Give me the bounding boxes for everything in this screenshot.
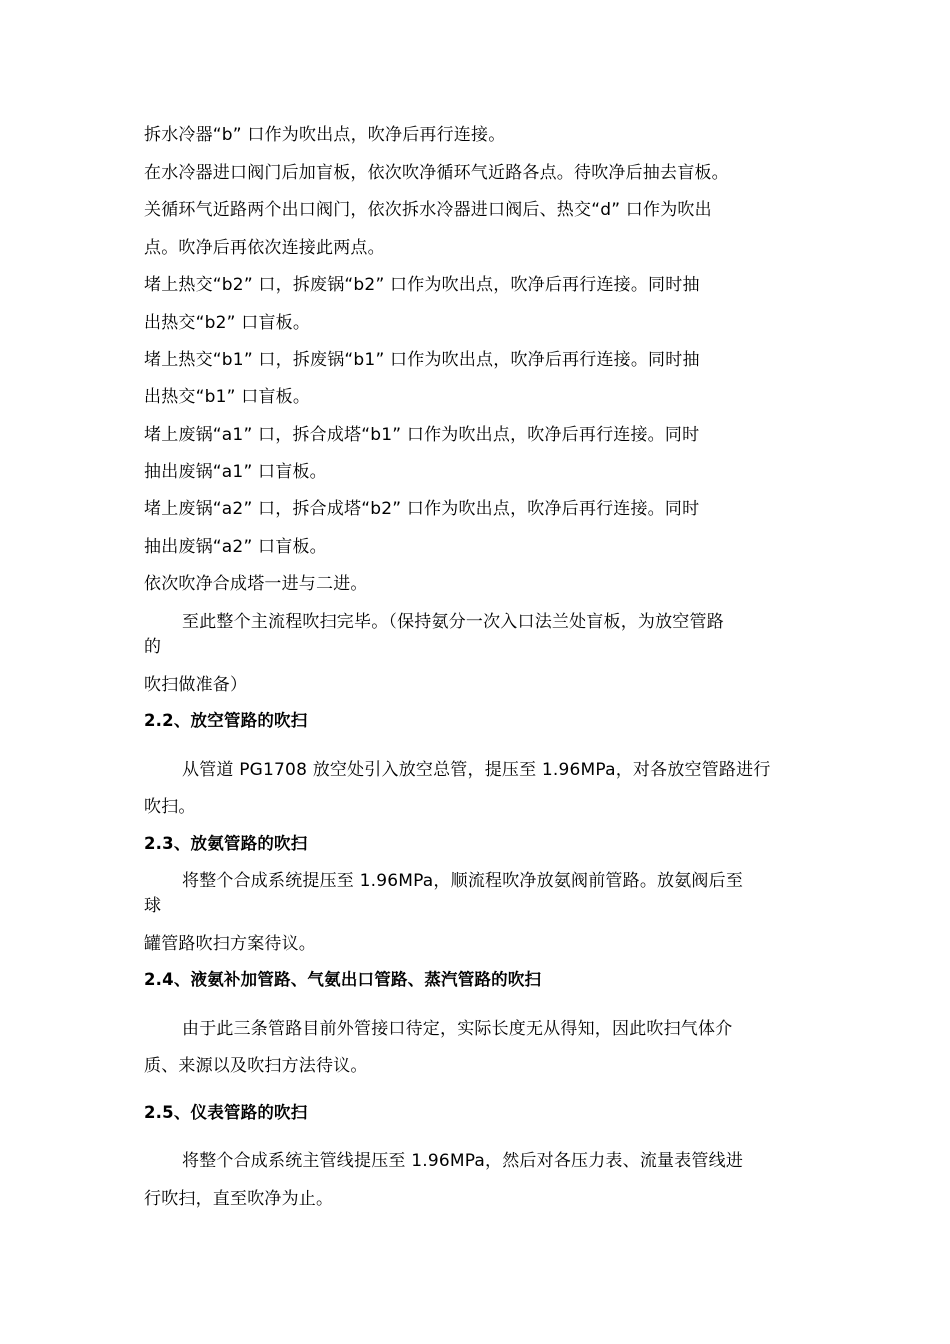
section-heading: 2.2、放空管路的吹扫 — [144, 711, 308, 730]
paragraph-line: 依次吹净合成塔一进与二进。 — [144, 574, 368, 594]
section-heading: 2.5、仪表管路的吹扫 — [144, 1103, 308, 1122]
paragraph-line: 堵上热交“b2” 口，拆废锅“b2” 口作为吹出点，吹净后再行连接。同时抽 — [144, 275, 700, 295]
paragraph-line: 堵上热交“b1” 口，拆废锅“b1” 口作为吹出点，吹净后再行连接。同时抽 — [144, 350, 700, 370]
paragraph-line: 拆水冷器“b” 口作为吹出点，吹净后再行连接。 — [144, 125, 506, 145]
paragraph-line: 出热交“b1” 口盲板。 — [144, 387, 311, 407]
paragraph-line: 堵上废锅“a1” 口，拆合成塔“b1” 口作为吹出点，吹净后再行连接。同时 — [144, 425, 700, 445]
paragraph-line: 吹扫做准备） — [144, 675, 248, 695]
paragraph-line: 从管道 PG1708 放空处引入放空总管，提压至 1.96MPa，对各放空管路进行 — [182, 760, 771, 780]
paragraph-line: 将整个合成系统主管线提压至 1.96MPa，然后对各压力表、流量表管线进 — [182, 1151, 744, 1171]
section-heading: 2.4、液氨补加管路、气氨出口管路、蒸汽管路的吹扫 — [144, 970, 542, 989]
paragraph-line: 罐管路吹扫方案待议。 — [144, 934, 316, 954]
paragraph-line: 的 — [144, 637, 162, 657]
paragraph-line: 关循环气近路两个出口阀门，依次拆水冷器进口阀后、热交“d” 口作为吹出 — [144, 200, 712, 220]
paragraph-line: 抽出废锅“a1” 口盲板。 — [144, 462, 327, 482]
paragraph-line: 质、来源以及吹扫方法待议。 — [144, 1056, 368, 1076]
paragraph-line: 行吹扫，直至吹净为止。 — [144, 1189, 334, 1209]
section-heading: 2.3、放氨管路的吹扫 — [144, 834, 308, 853]
paragraph-line: 将整个合成系统提压至 1.96MPa，顺流程吹净放氨阀前管路。放氨阀后至 — [182, 871, 744, 891]
paragraph-line: 点。吹净后再依次连接此两点。 — [144, 238, 385, 258]
paragraph-line: 出热交“b2” 口盲板。 — [144, 313, 311, 333]
paragraph-line: 抽出废锅“a2” 口盲板。 — [144, 537, 327, 557]
paragraph-line: 堵上废锅“a2” 口，拆合成塔“b2” 口作为吹出点，吹净后再行连接。同时 — [144, 499, 700, 519]
paragraph-line: 至此整个主流程吹扫完毕。（保持氨分一次入口法兰处盲板，为放空管路 — [182, 612, 724, 632]
paragraph-line: 球 — [144, 896, 162, 916]
paragraph-line: 吹扫。 — [144, 797, 196, 817]
paragraph-line: 在水冷器进口阀门后加盲板，依次吹净循环气近路各点。待吹净后抽去盲板。 — [144, 163, 729, 183]
paragraph-line: 由于此三条管路目前外管接口待定，实际长度无从得知，因此吹扫气体介 — [182, 1019, 733, 1039]
